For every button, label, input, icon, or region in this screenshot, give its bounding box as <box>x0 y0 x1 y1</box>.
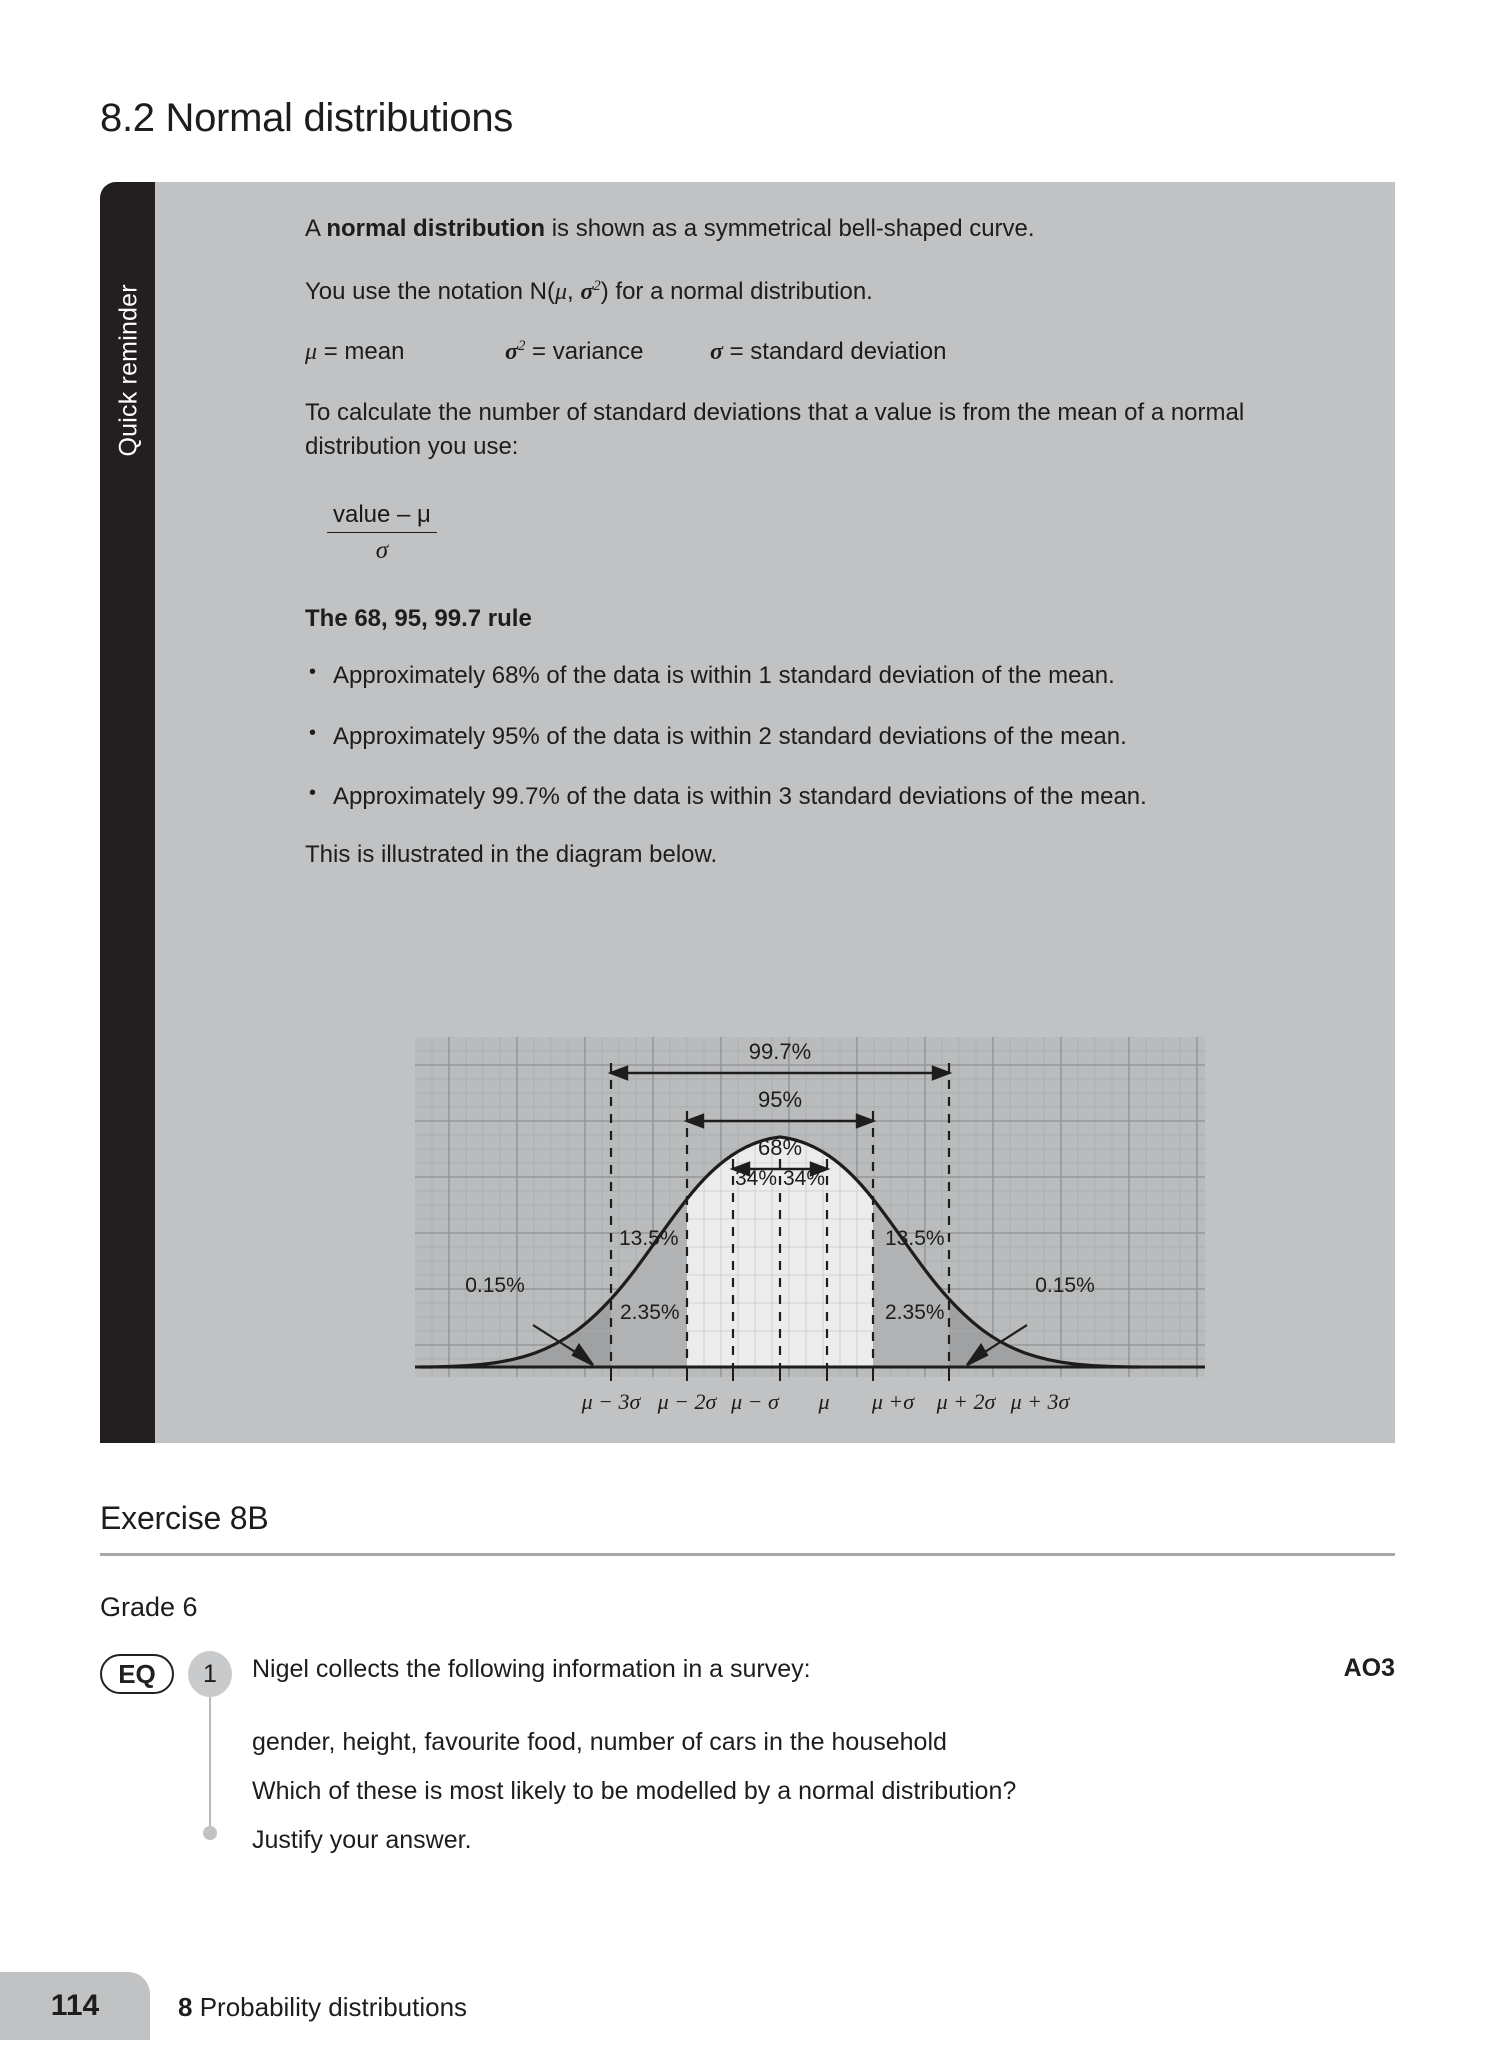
variance-superscript: 2 <box>517 337 526 354</box>
footer-chapter-label <box>178 1992 467 2023</box>
question-line-1: Nigel collects the following information in a survey: <box>252 1655 811 1683</box>
sd-label: = standard deviation <box>729 337 947 365</box>
notation-pre: You use the notation N( <box>305 277 555 305</box>
quick-reminder-panel <box>100 182 1395 1443</box>
region-label-235-right: 2.35% <box>885 1301 945 1324</box>
grade-label: Grade 6 <box>100 1592 198 1622</box>
exercise-heading: Exercise 8B <box>100 1500 269 1536</box>
definition-mean <box>305 338 505 366</box>
span-label-997: 99.7% <box>748 1039 812 1064</box>
variance-symbol: σ <box>505 338 518 365</box>
illustration-text: This is illustrated in the diagram below. <box>305 840 718 868</box>
normal-distribution-diagram <box>415 1037 1205 1437</box>
definitions-row <box>305 338 1335 366</box>
x-tick-label-minus-1-sigma: μ − σ <box>731 1389 779 1414</box>
intro-post: is shown as a symmetrical bell-shaped curve. <box>545 215 1035 242</box>
ao-tag: AO3 <box>1343 1654 1395 1682</box>
exercise-divider <box>100 1553 1395 1556</box>
question-text <box>252 1650 1202 1870</box>
page-title: 8.2 Normal distributions <box>100 96 513 140</box>
x-tick-label-mu: μ <box>818 1389 830 1414</box>
z-score-formula <box>327 501 437 565</box>
notation-sigma-symbol: σ <box>580 278 594 305</box>
region-label-015-right: 0.15% <box>1035 1274 1095 1297</box>
region-label-34-right: 34% <box>782 1167 826 1190</box>
footer-page-number: 114 <box>50 1989 100 2022</box>
question-line-3: Which of these is most likely to be modelled by a normal distribution? <box>252 1777 1017 1805</box>
x-tick-label-plus-1-sigma: μ +σ <box>871 1389 915 1414</box>
quick-reminder-tab-label: Quick reminder <box>114 284 143 457</box>
question-line-4: Justify your answer. <box>252 1826 472 1854</box>
rule-bullet-list <box>305 659 1335 814</box>
x-tick-label-plus-3-sigma: μ + 3σ <box>1010 1389 1070 1414</box>
region-label-235-left: 2.35% <box>620 1301 680 1324</box>
notation-paragraph <box>305 275 1335 310</box>
region-label-135-right: 13.5% <box>885 1227 945 1250</box>
variance-label: = variance <box>532 337 644 365</box>
question-connector-dot <box>203 1826 217 1840</box>
list-item: • Approximately 95% of the data is within 2 standard deviations of the mean. <box>305 720 1335 754</box>
x-tick-label-plus-2-sigma: μ + 2σ <box>936 1389 996 1414</box>
question-number: 1 <box>188 1651 232 1697</box>
question-line-2: gender, height, favourite food, number of cars in the household <box>252 1728 947 1756</box>
quick-reminder-tab <box>100 182 155 1443</box>
x-tick-label-minus-2-sigma: μ − 2σ <box>657 1389 717 1414</box>
calculation-paragraph: To calculate the number of standard deviations that a value is from the mean of a normal distribution you use: <box>305 398 1245 461</box>
list-item: • Approximately 99.7% of the data is within 3 standard deviations of the mean. <box>305 780 1335 814</box>
eq-badge: EQ <box>100 1654 174 1694</box>
notation-post: ) for a normal distribution. <box>600 277 873 305</box>
mean-label: = mean <box>323 337 405 365</box>
footer-chapter-title: Probability distributions <box>192 1992 468 2022</box>
sd-symbol: σ <box>710 338 723 365</box>
footer-chapter-number: 8 <box>178 1992 193 2022</box>
region-label-135-left: 13.5% <box>619 1227 679 1250</box>
notation-superscript: 2 <box>593 277 601 294</box>
list-item: • Approximately 68% of the data is within 1 standard deviation of the mean. <box>305 659 1335 693</box>
intro-paragraph <box>305 212 1335 247</box>
quick-reminder-body <box>155 182 1395 1443</box>
definition-variance <box>505 338 710 366</box>
region-label-015-left: 0.15% <box>465 1274 525 1297</box>
formula-numerator: value – μ <box>327 501 437 533</box>
formula-denominator: σ <box>375 537 389 565</box>
span-label-68: 68% <box>757 1135 803 1160</box>
rule-heading: The 68, 95, 99.7 rule <box>305 605 532 633</box>
x-tick-label-minus-3-sigma: μ − 3σ <box>581 1389 641 1414</box>
notation-mid: , <box>567 277 581 305</box>
span-label-95: 95% <box>757 1087 803 1112</box>
mean-symbol: μ <box>305 338 318 365</box>
region-label-34-left: 34% <box>734 1167 778 1190</box>
question-connector-line <box>209 1697 211 1830</box>
intro-bold-term: normal distribution <box>326 215 546 242</box>
notation-mu-symbol: μ <box>554 278 568 305</box>
definition-sd <box>710 338 946 366</box>
intro-pre: A <box>305 215 327 242</box>
